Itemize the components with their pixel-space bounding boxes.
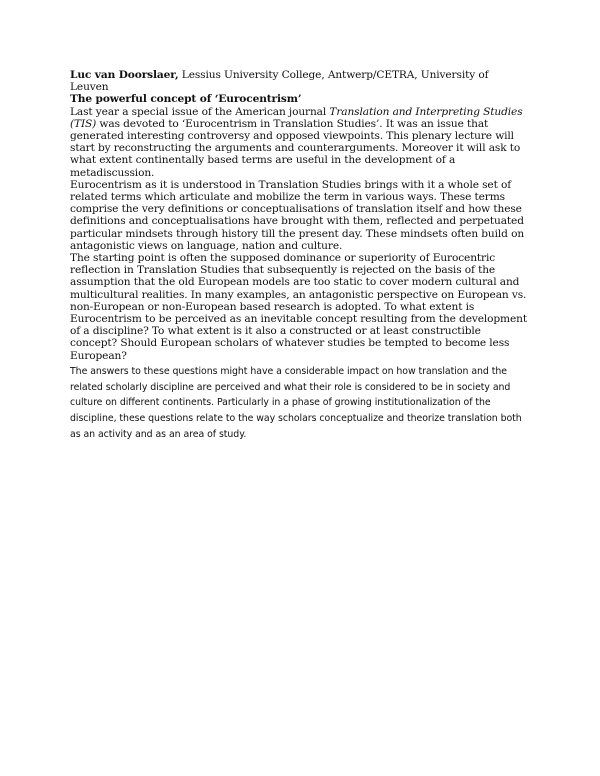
abstract-title: The powerful concept of ‘Eurocentrism’ [70, 93, 302, 106]
paragraph-3: The starting point is often the supposed dominance or superiority of Eurocentric reflection in Translation Studies that subsequently is rejected on the basis of the assumption that the old European models are too static to cover modern cultural and multicultural realities. In many examples, an antagonistic perspective on European vs. non-European or non-European based research is adopted. To what extent is Eurocentrism to be perceived as an inevitable concept resulting from the development of a discipline? To what extent is it also a constructed or at least constructible concept? Should European scholars of whatever studies be tempted to become less European? [70, 252, 527, 362]
paragraph-4: The answers to these questions might have a considerable impact on how translation and the related scholarly discipline are perceived and what their role is considered to be in society and culture on different continents. Particularly in a phase of growing institutionalization of the discipline, these questions relate to the way scholars conceptualize and theorize translation both as an activity and as an area of study. [70, 365, 522, 441]
paragraph-1 [70, 106, 530, 179]
paragraph-1-rest: was devoted to ‘Eurocentrism in Translation Studies’. It was an issue that generated interesting controversy and opposed viewpoints. This plenary lecture will start by reconstructing the arguments and counterarguments. Moreover it will ask to what extent continentally based terms are useful in the development of a metadiscussion. [70, 117, 521, 179]
journal-name: Translation and Interpreting Studies (TIS) [70, 105, 523, 130]
paragraph-2: Eurocentrism as it is understood in Translation Studies brings with it a whole set of related terms which articulate and mobilize the term in various ways. These terms comprise the very definitions or conceptualisations of translation itself and how these definitions and conceptualisations have brought with them, reflected and perpetuated particular mindsets through history till the present day. These mindsets often build on antagonistic views on language, nation and culture. [70, 178, 525, 252]
author-line [70, 69, 530, 93]
author-name: Luc van Doorslaer, [70, 69, 179, 81]
author-affiliation: Lessius University College, Antwerp/CETRA, University of Leuven [70, 69, 489, 94]
abstract-body [70, 69, 530, 443]
paragraph-1-lead: Last year a special issue of the American journal [70, 105, 330, 118]
